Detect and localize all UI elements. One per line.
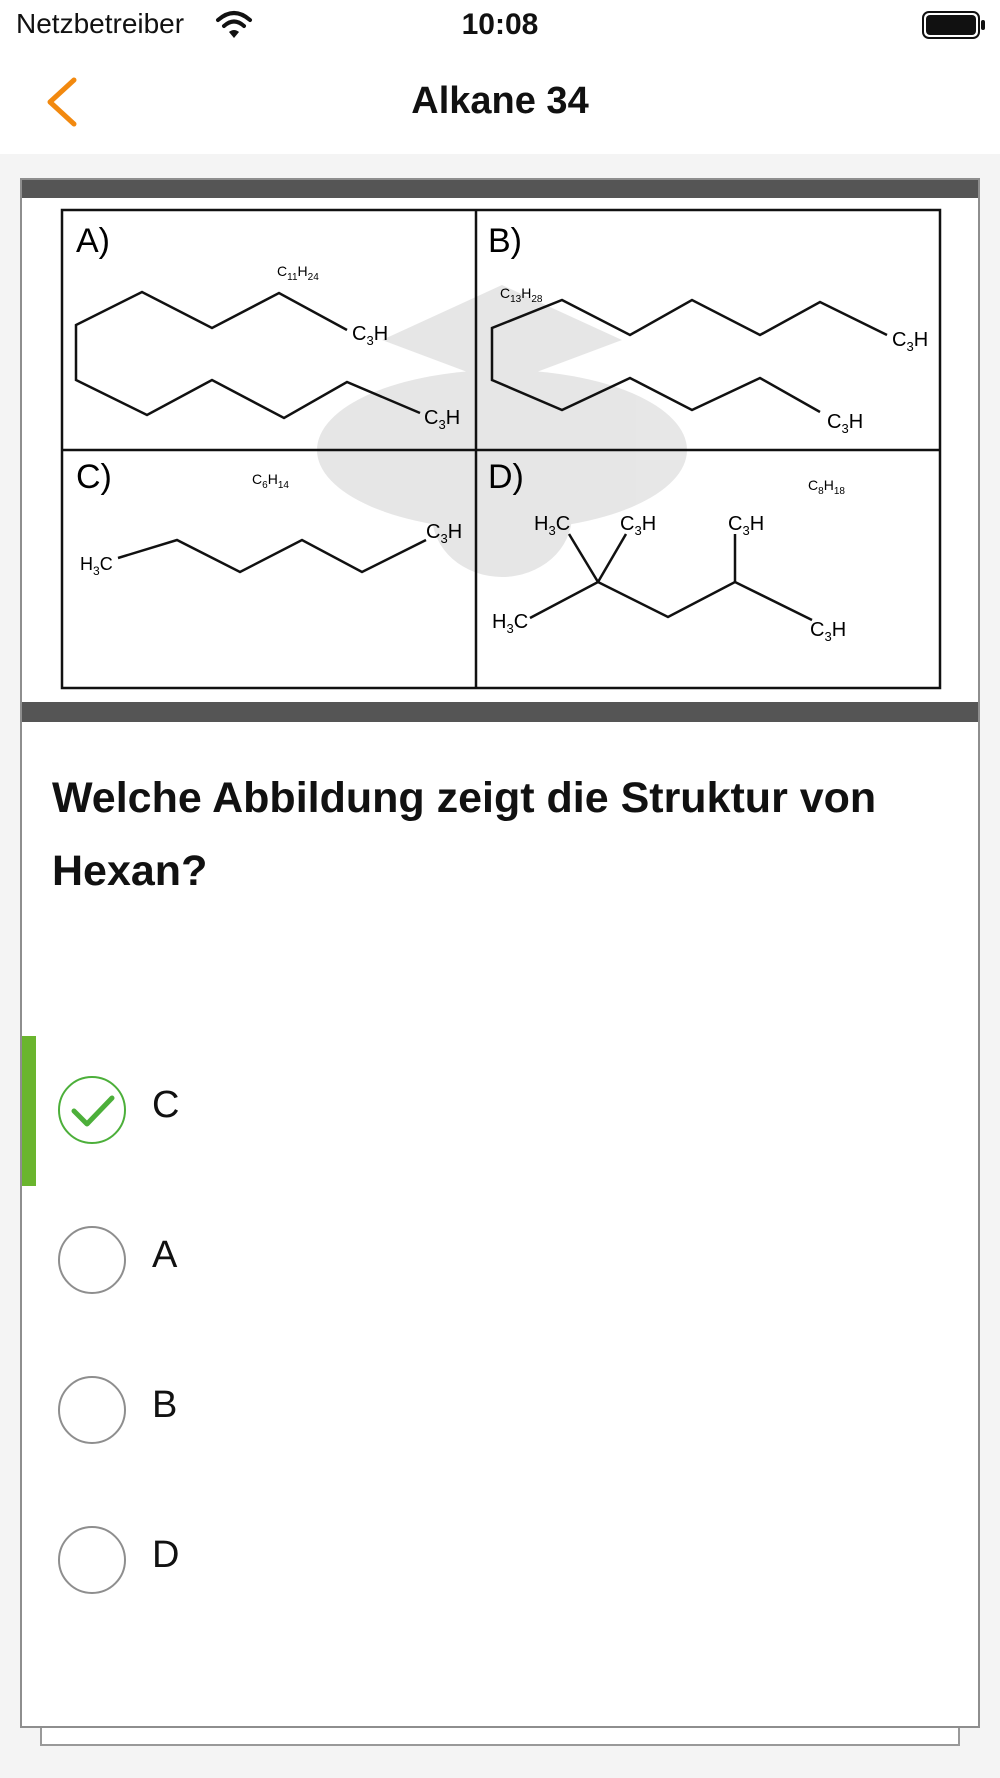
radio-unchecked[interactable] — [58, 1226, 126, 1294]
panel-a-formula: $C_{11}H_{24}$ — [277, 263, 319, 283]
panel-b-group-2: $C_3H$ — [827, 411, 864, 436]
answer-option-b[interactable] — [22, 1336, 978, 1486]
panel-d-group-4: $H_3C$ — [492, 611, 529, 636]
checkmark-icon — [60, 1078, 124, 1142]
answer-option-d[interactable] — [22, 1486, 978, 1636]
answer-option-a[interactable] — [22, 1186, 978, 1336]
clock: 10:08 — [461, 8, 539, 41]
navigation-bar — [0, 50, 1000, 154]
panel-d-group-1: $H_3C$ — [534, 513, 571, 538]
answer-option-label: C — [152, 1084, 180, 1126]
panel-a-group-2: $C_3H$ — [424, 407, 461, 432]
panel-d-formula: $C_8H_{18}$ — [808, 477, 845, 497]
status-bar — [0, 0, 1000, 50]
panel-d-group-3: $C_3H$ — [728, 513, 765, 538]
answer-option-label: D — [152, 1534, 180, 1576]
panel-b-group-1: $C_3H$ — [892, 329, 929, 354]
page-title: Alkane 34 — [411, 80, 589, 122]
figure-top-bar — [22, 180, 978, 198]
panel-d-group-5: $C_3H$ — [810, 619, 847, 644]
panel-c-formula: $C_6H_{14}$ — [252, 471, 289, 491]
panel-c-group-1: $H_3C$ — [80, 554, 113, 578]
radio-checked[interactable] — [58, 1076, 126, 1144]
radio-unchecked[interactable] — [58, 1376, 126, 1444]
answer-option-label: A — [152, 1234, 178, 1276]
panel-c-group-2: $C_3H$ — [426, 521, 463, 546]
question-card — [20, 178, 980, 1728]
figure-bottom-bar — [22, 702, 978, 722]
panel-a-group-1: $C_3H$ — [352, 323, 389, 348]
panel-d-label: D) — [488, 458, 524, 496]
question-text: Welche Abbildung zeigt die Struktur von Hexan? — [52, 774, 877, 895]
radio-unchecked[interactable] — [58, 1526, 126, 1594]
panel-c-label: C) — [76, 458, 112, 496]
selected-indicator-bar — [22, 1036, 36, 1186]
carrier-name: Netzbetreiber — [16, 8, 185, 39]
panel-b-label: B) — [488, 222, 522, 260]
panel-a-label: A) — [76, 222, 110, 260]
panel-d-group-2: $C_3H$ — [620, 513, 657, 538]
answer-option-label: B — [152, 1384, 178, 1426]
panel-b-formula: $C_{13}H_{28}$ — [500, 285, 543, 305]
answer-option-c[interactable] — [22, 1036, 978, 1186]
battery-icon — [922, 11, 986, 39]
question-figure — [22, 180, 978, 722]
